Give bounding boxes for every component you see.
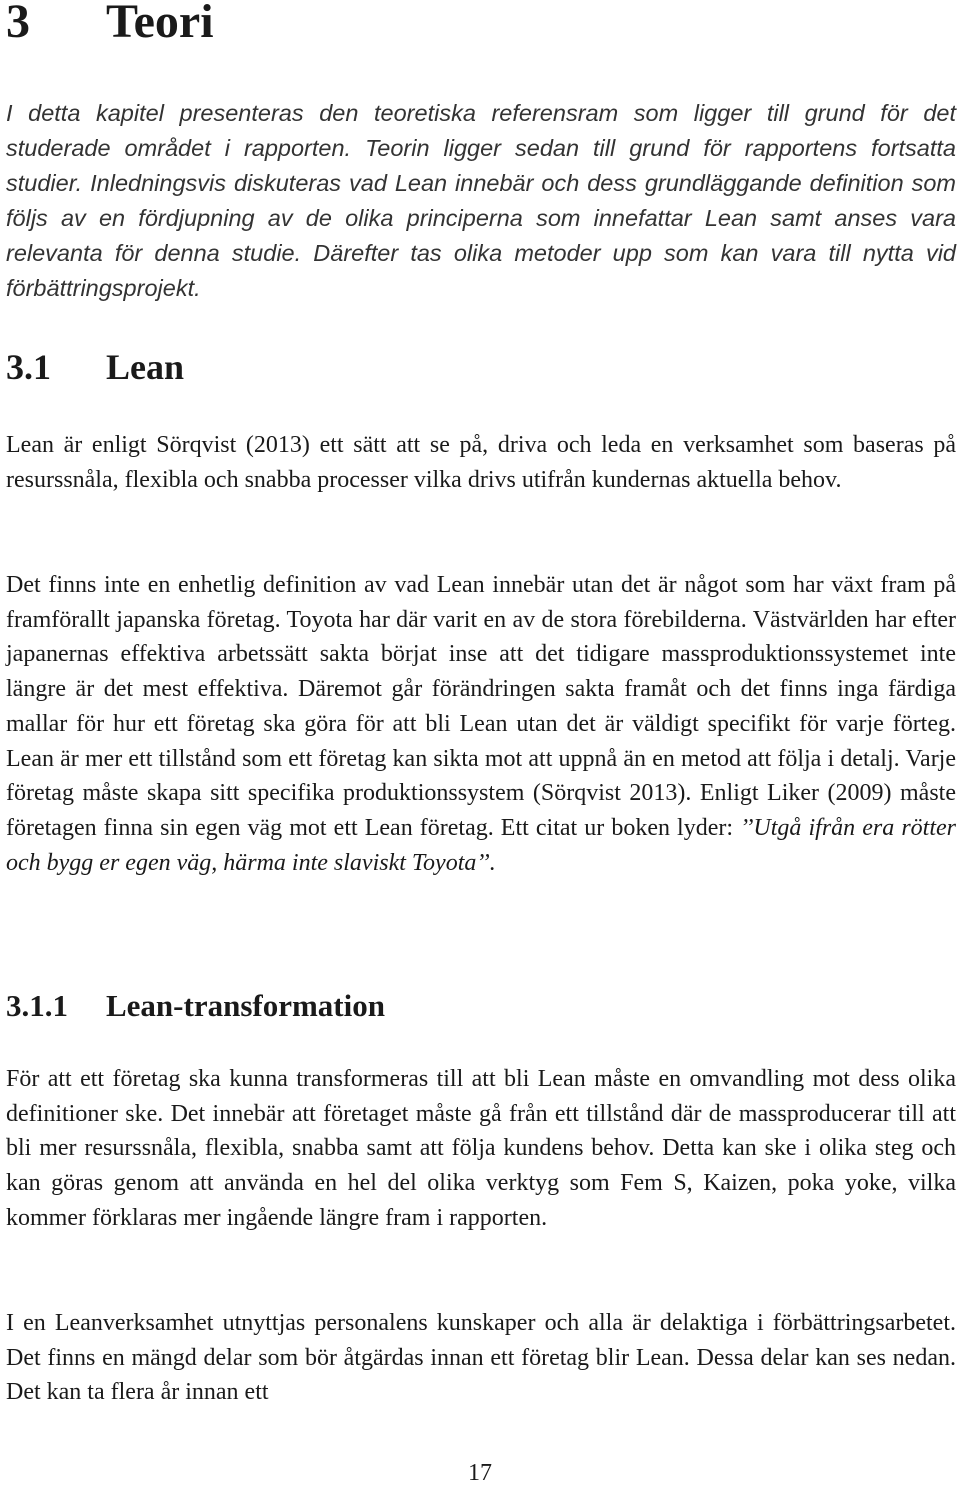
subsection-number: 3.1.1 bbox=[6, 988, 68, 1023]
chapter-title: Teori bbox=[106, 0, 214, 48]
chapter-intro: I detta kapitel presenteras den teoretiska referensram som ligger till grund för det studerade området i rapporten. Teorin ligger sedan till grund för rapportens fortsatta studier. Inledningsvis diskuteras vad Lean innebär och dess grundläggande definition som följs av en fördjupning av de olika principerna som innefattar Lean samt anses vara relevanta för denna studie. Därefter tas olika metoder upp som kan vara till nytta vid förbättringsprojekt. bbox=[6, 100, 956, 301]
lean-paragraph-1: Lean är enligt Sörqvist (2013) ett sätt att se på, driva och leda en verksamhet som baseras på resurssnåla, flexibla och snabba processer vilka drivs utifrån kundernas aktuella behov. bbox=[6, 432, 956, 493]
chapter-number: 3 bbox=[6, 0, 30, 48]
page-number: 17 bbox=[468, 1460, 492, 1486]
transformation-paragraph-2: I en Leanverksamhet utnyttjas personalens kunskaper och alla är delaktiga i förbättringsarbetet. Det finns en mängd delar som bör åtgärdas innan ett företag blir Lean. Dessa delar kan ses nedan. Det kan ta flera år innan ett bbox=[6, 1310, 956, 1406]
section-heading-lean bbox=[6, 342, 184, 392]
lean-paragraph-2-text: Det finns inte en enhetlig definition av vad Lean innebär utan det är något som har växt fram på framförallt japanska företag. Toyota har där varit en av de stora förebilderna. Västvärlden har efter japanernas effektiva arbetssätt sakta börjat inse att det tidigare massproduktionssystemet inte längre är det mest effektiva. Däremot går förändringen sakta framåt och det finns inga färdiga mallar för hur ett företag ska göra för att bli Lean utan det är väldigt specifikt för varje förteg. Lean är mer ett tillstånd som ett företag kan sikta mot att uppnå än en metod att följa i detalj. Varje företag måste skapa sitt specifika produktionssystem (Sörqvist 2013). Enligt Liker (2009) måste företagen finna sin egen väg mot ett Lean företag. Ett citat ur boken lyder: bbox=[6, 572, 956, 841]
subsection-title: Lean-transformation bbox=[106, 988, 385, 1023]
lean-paragraph-2 bbox=[6, 568, 956, 880]
transformation-paragraph-1: För att ett företag ska kunna transformeras till att bli Lean måste en omvandling mot dess olika definitioner ske. Det innebär att företaget måste gå från ett tillstånd där de massproducerar till att bli mer resurssnåla, flexibla, snabba samt att följa kundens behov. Detta kan ske i olika steg och kan göras genom att använda en hel del olika verktyg som Fem S, Kaizen, poka yoke, vilka kommer förklaras mer ingående längre fram i rapporten. bbox=[6, 1066, 956, 1231]
chapter-heading bbox=[6, 0, 214, 50]
section-title: Lean bbox=[106, 347, 185, 387]
section-number: 3.1 bbox=[6, 347, 51, 387]
toyota-quote: ’’Utgå ifrån era rötter och bygg er egen väg, härma inte slaviskt Toyota’’. bbox=[6, 814, 956, 876]
subsection-heading-transformation bbox=[6, 984, 385, 1028]
